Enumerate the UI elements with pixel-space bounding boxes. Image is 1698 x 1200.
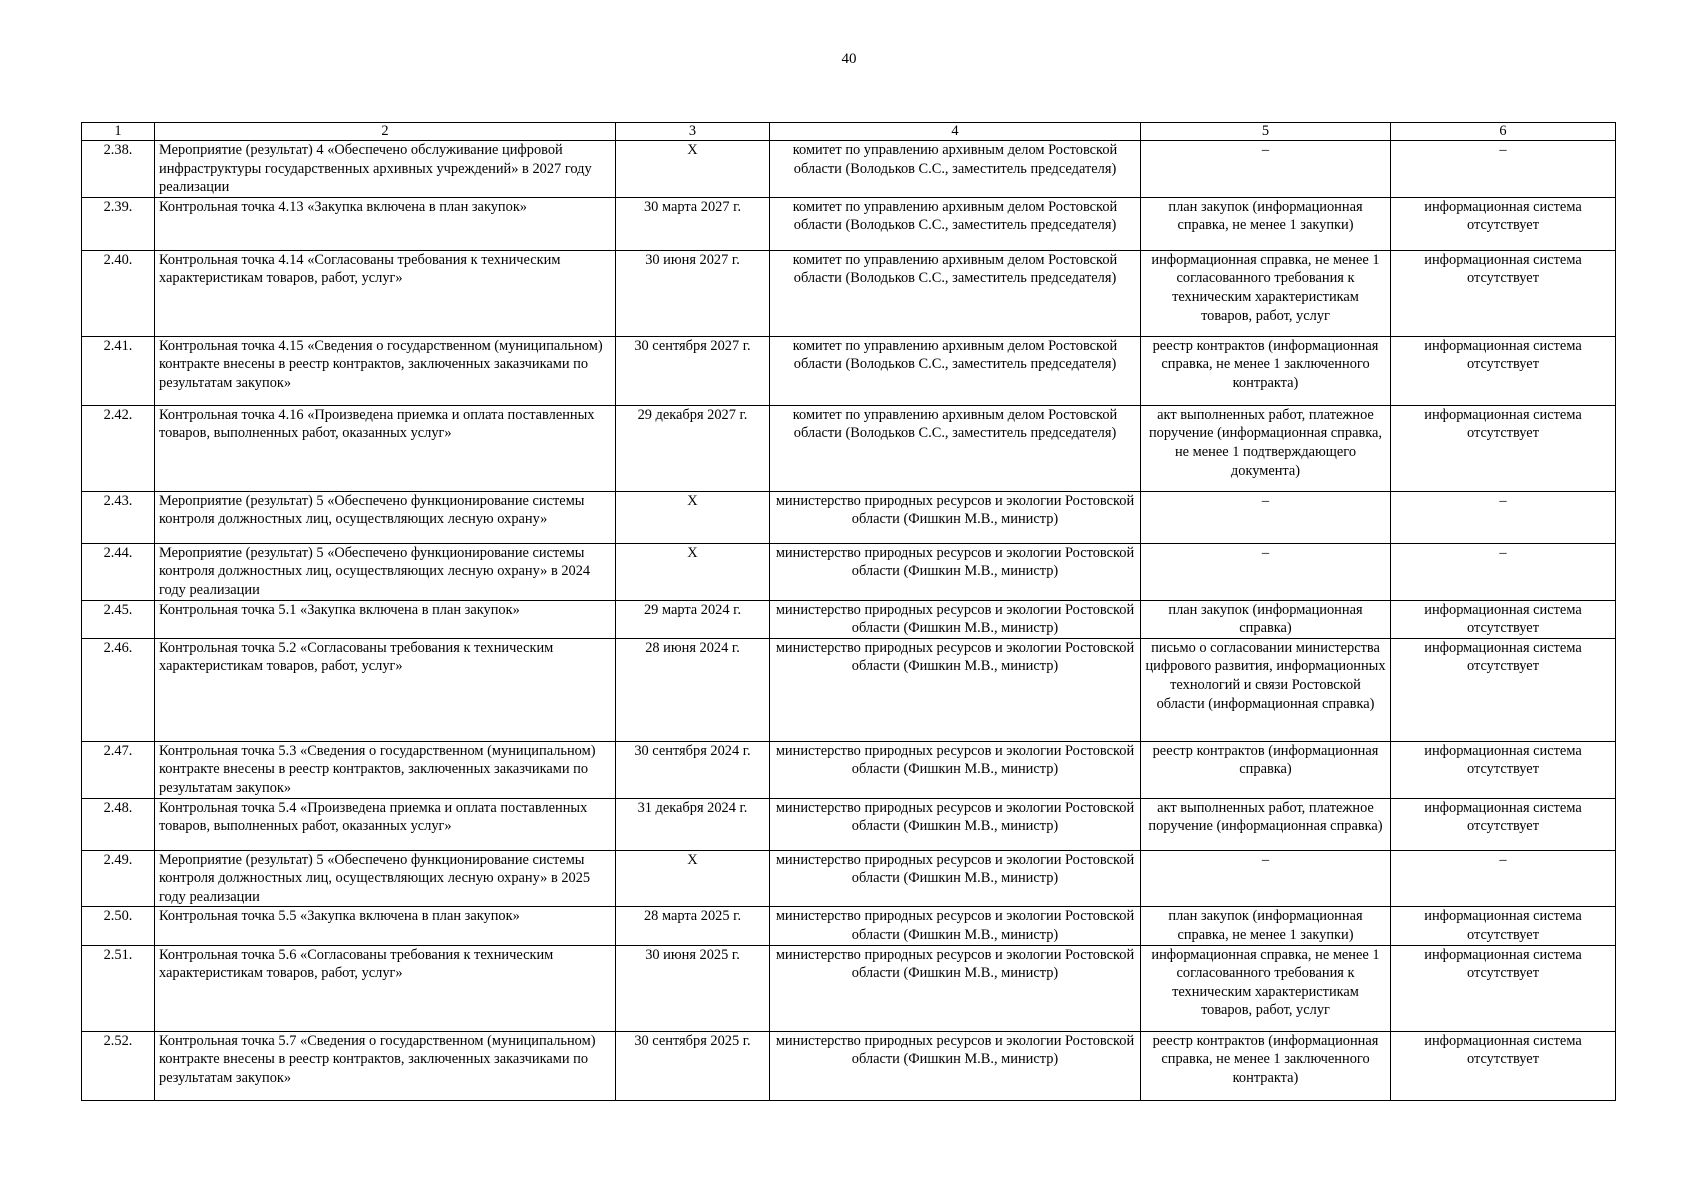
document-cell: реестр контрактов (информационная справка, не менее 1 заключенного контракта) <box>1141 336 1391 405</box>
event-name-cell: Контрольная точка 5.7 «Сведения о государственном (муниципальном) контракте внесены в реестр контрактов, заключенных заказчиками по результатам закупок» <box>155 1031 616 1100</box>
document-cell: реестр контрактов (информационная справка) <box>1141 741 1391 798</box>
column-number: 1 <box>82 123 155 141</box>
responsible-cell: комитет по управлению архивным делом Ростовской области (Володьков С.С., заместитель председателя) <box>770 250 1141 336</box>
row-number-cell: 2.47. <box>82 741 155 798</box>
deadline-cell: 29 марта 2024 г. <box>616 600 770 638</box>
information-system-cell: – <box>1391 543 1616 600</box>
information-system-cell: – <box>1391 491 1616 543</box>
column-number: 2 <box>155 123 616 141</box>
responsible-cell: комитет по управлению архивным делом Ростовской области (Володьков С.С., заместитель председателя) <box>770 405 1141 491</box>
table-row <box>82 850 1616 907</box>
information-system-cell: – <box>1391 141 1616 198</box>
information-system-cell: информационная система отсутствует <box>1391 250 1616 336</box>
event-name-cell: Контрольная точка 4.13 «Закупка включена в план закупок» <box>155 197 616 250</box>
information-system-cell: информационная система отсутствует <box>1391 741 1616 798</box>
table-row <box>82 907 1616 945</box>
deadline-cell: 30 сентября 2024 г. <box>616 741 770 798</box>
information-system-cell: информационная система отсутствует <box>1391 1031 1616 1100</box>
column-number-row <box>82 123 1616 141</box>
responsible-cell: министерство природных ресурсов и экологии Ростовской области (Фишкин М.В., министр) <box>770 638 1141 741</box>
document-cell: реестр контрактов (информационная справка, не менее 1 заключенного контракта) <box>1141 1031 1391 1100</box>
deadline-cell: X <box>616 141 770 198</box>
table-row <box>82 600 1616 638</box>
deadline-cell: 30 июня 2025 г. <box>616 945 770 1031</box>
document-cell: информационная справка, не менее 1 согласованного требования к техническим характеристикам товаров, работ, услуг <box>1141 945 1391 1031</box>
row-number-cell: 2.44. <box>82 543 155 600</box>
event-name-cell: Контрольная точка 5.6 «Согласованы требования к техническим характеристикам товаров, работ, услуг» <box>155 945 616 1031</box>
event-name-cell: Мероприятие (результат) 5 «Обеспечено функционирование системы контроля должностных лиц, осуществляющих лесную охрану» в 2025 году реализации <box>155 850 616 907</box>
table-row <box>82 543 1616 600</box>
row-number-cell: 2.51. <box>82 945 155 1031</box>
deadline-cell: 30 июня 2027 г. <box>616 250 770 336</box>
table-row <box>82 945 1616 1031</box>
information-system-cell: информационная система отсутствует <box>1391 945 1616 1031</box>
row-number-cell: 2.49. <box>82 850 155 907</box>
table-row <box>82 491 1616 543</box>
responsible-cell: министерство природных ресурсов и экологии Ростовской области (Фишкин М.В., министр) <box>770 543 1141 600</box>
row-number-cell: 2.52. <box>82 1031 155 1100</box>
deadline-cell: 31 декабря 2024 г. <box>616 798 770 850</box>
event-name-cell: Контрольная точка 4.14 «Согласованы требования к техническим характеристикам товаров, работ, услуг» <box>155 250 616 336</box>
responsible-cell: министерство природных ресурсов и экологии Ростовской области (Фишкин М.В., министр) <box>770 1031 1141 1100</box>
document-cell: – <box>1141 543 1391 600</box>
deadline-cell: X <box>616 850 770 907</box>
table-row <box>82 1031 1616 1100</box>
row-number-cell: 2.41. <box>82 336 155 405</box>
information-system-cell: информационная система отсутствует <box>1391 798 1616 850</box>
table-row <box>82 638 1616 741</box>
responsible-cell: министерство природных ресурсов и экологии Ростовской области (Фишкин М.В., министр) <box>770 491 1141 543</box>
event-name-cell: Контрольная точка 5.1 «Закупка включена в план закупок» <box>155 600 616 638</box>
event-name-cell: Контрольная точка 5.5 «Закупка включена в план закупок» <box>155 907 616 945</box>
row-number-cell: 2.50. <box>82 907 155 945</box>
deadline-cell: 29 декабря 2027 г. <box>616 405 770 491</box>
deadline-cell: 28 марта 2025 г. <box>616 907 770 945</box>
table-row <box>82 141 1616 198</box>
column-number: 5 <box>1141 123 1391 141</box>
information-system-cell: информационная система отсутствует <box>1391 336 1616 405</box>
row-number-cell: 2.38. <box>82 141 155 198</box>
document-cell: акт выполненных работ, платежное поручение (информационная справка) <box>1141 798 1391 850</box>
table-row <box>82 741 1616 798</box>
event-name-cell: Контрольная точка 4.16 «Произведена приемка и оплата поставленных товаров, выполненных работ, оказанных услуг» <box>155 405 616 491</box>
event-name-cell: Мероприятие (результат) 5 «Обеспечено функционирование системы контроля должностных лиц, осуществляющих лесную охрану» <box>155 491 616 543</box>
event-name-cell: Контрольная точка 5.4 «Произведена приемка и оплата поставленных товаров, выполненных работ, оказанных услуг» <box>155 798 616 850</box>
information-system-cell: информационная система отсутствует <box>1391 405 1616 491</box>
event-name-cell: Контрольная точка 5.2 «Согласованы требования к техническим характеристикам товаров, работ, услуг» <box>155 638 616 741</box>
row-number-cell: 2.48. <box>82 798 155 850</box>
table-row <box>82 250 1616 336</box>
responsible-cell: министерство природных ресурсов и экологии Ростовской области (Фишкин М.В., министр) <box>770 600 1141 638</box>
responsible-cell: министерство природных ресурсов и экологии Ростовской области (Фишкин М.В., министр) <box>770 945 1141 1031</box>
event-name-cell: Мероприятие (результат) 5 «Обеспечено функционирование системы контроля должностных лиц, осуществляющих лесную охрану» в 2024 году реализации <box>155 543 616 600</box>
information-system-cell: информационная система отсутствует <box>1391 600 1616 638</box>
deadline-cell: 30 марта 2027 г. <box>616 197 770 250</box>
document-cell: план закупок (информационная справка, не менее 1 закупки) <box>1141 197 1391 250</box>
table-row <box>82 405 1616 491</box>
information-system-cell: информационная система отсутствует <box>1391 638 1616 741</box>
deadline-cell: 30 сентября 2027 г. <box>616 336 770 405</box>
table-row <box>82 798 1616 850</box>
event-name-cell: Мероприятие (результат) 4 «Обеспечено обслуживание цифровой инфраструктуры государственных архивных учреждений» в 2027 году реализации <box>155 141 616 198</box>
row-number-cell: 2.39. <box>82 197 155 250</box>
event-name-cell: Контрольная точка 4.15 «Сведения о государственном (муниципальном) контракте внесены в реестр контрактов, заключенных заказчиками по результатам закупок» <box>155 336 616 405</box>
table-row <box>82 336 1616 405</box>
column-number: 4 <box>770 123 1141 141</box>
deadline-cell: 28 июня 2024 г. <box>616 638 770 741</box>
responsible-cell: комитет по управлению архивным делом Ростовской области (Володьков С.С., заместитель председателя) <box>770 197 1141 250</box>
deadline-cell: 30 сентября 2025 г. <box>616 1031 770 1100</box>
document-cell: план закупок (информационная справка) <box>1141 600 1391 638</box>
responsible-cell: министерство природных ресурсов и экологии Ростовской области (Фишкин М.В., министр) <box>770 741 1141 798</box>
deadline-cell: X <box>616 491 770 543</box>
information-system-cell: информационная система отсутствует <box>1391 907 1616 945</box>
table-row <box>82 197 1616 250</box>
event-name-cell: Контрольная точка 5.3 «Сведения о государственном (муниципальном) контракте внесены в реестр контрактов, заключенных заказчиками по результатам закупок» <box>155 741 616 798</box>
responsible-cell: комитет по управлению архивным делом Ростовской области (Володьков С.С., заместитель председателя) <box>770 141 1141 198</box>
information-system-cell: – <box>1391 850 1616 907</box>
column-number: 3 <box>616 123 770 141</box>
document-cell: – <box>1141 491 1391 543</box>
responsible-cell: министерство природных ресурсов и экологии Ростовской области (Фишкин М.В., министр) <box>770 850 1141 907</box>
information-system-cell: информационная система отсутствует <box>1391 197 1616 250</box>
row-number-cell: 2.42. <box>82 405 155 491</box>
document-cell: акт выполненных работ, платежное поручение (информационная справка, не менее 1 подтверждающего документа) <box>1141 405 1391 491</box>
row-number-cell: 2.46. <box>82 638 155 741</box>
document-cell: – <box>1141 850 1391 907</box>
page-number: 40 <box>841 51 857 67</box>
document-cell: план закупок (информационная справка, не менее 1 закупки) <box>1141 907 1391 945</box>
document-cell: информационная справка, не менее 1 согласованного требования к техническим характеристикам товаров, работ, услуг <box>1141 250 1391 336</box>
row-number-cell: 2.40. <box>82 250 155 336</box>
deadline-cell: X <box>616 543 770 600</box>
row-number-cell: 2.45. <box>82 600 155 638</box>
row-number-cell: 2.43. <box>82 491 155 543</box>
document-cell: – <box>1141 141 1391 198</box>
responsible-cell: министерство природных ресурсов и экологии Ростовской области (Фишкин М.В., министр) <box>770 798 1141 850</box>
responsible-cell: комитет по управлению архивным делом Ростовской области (Володьков С.С., заместитель председателя) <box>770 336 1141 405</box>
column-number: 6 <box>1391 123 1616 141</box>
plan-table <box>81 122 1616 1101</box>
document-cell: письмо о согласовании министерства цифрового развития, информационных технологий и связи Ростовской области (информационная справка) <box>1141 638 1391 741</box>
responsible-cell: министерство природных ресурсов и экологии Ростовской области (Фишкин М.В., министр) <box>770 907 1141 945</box>
